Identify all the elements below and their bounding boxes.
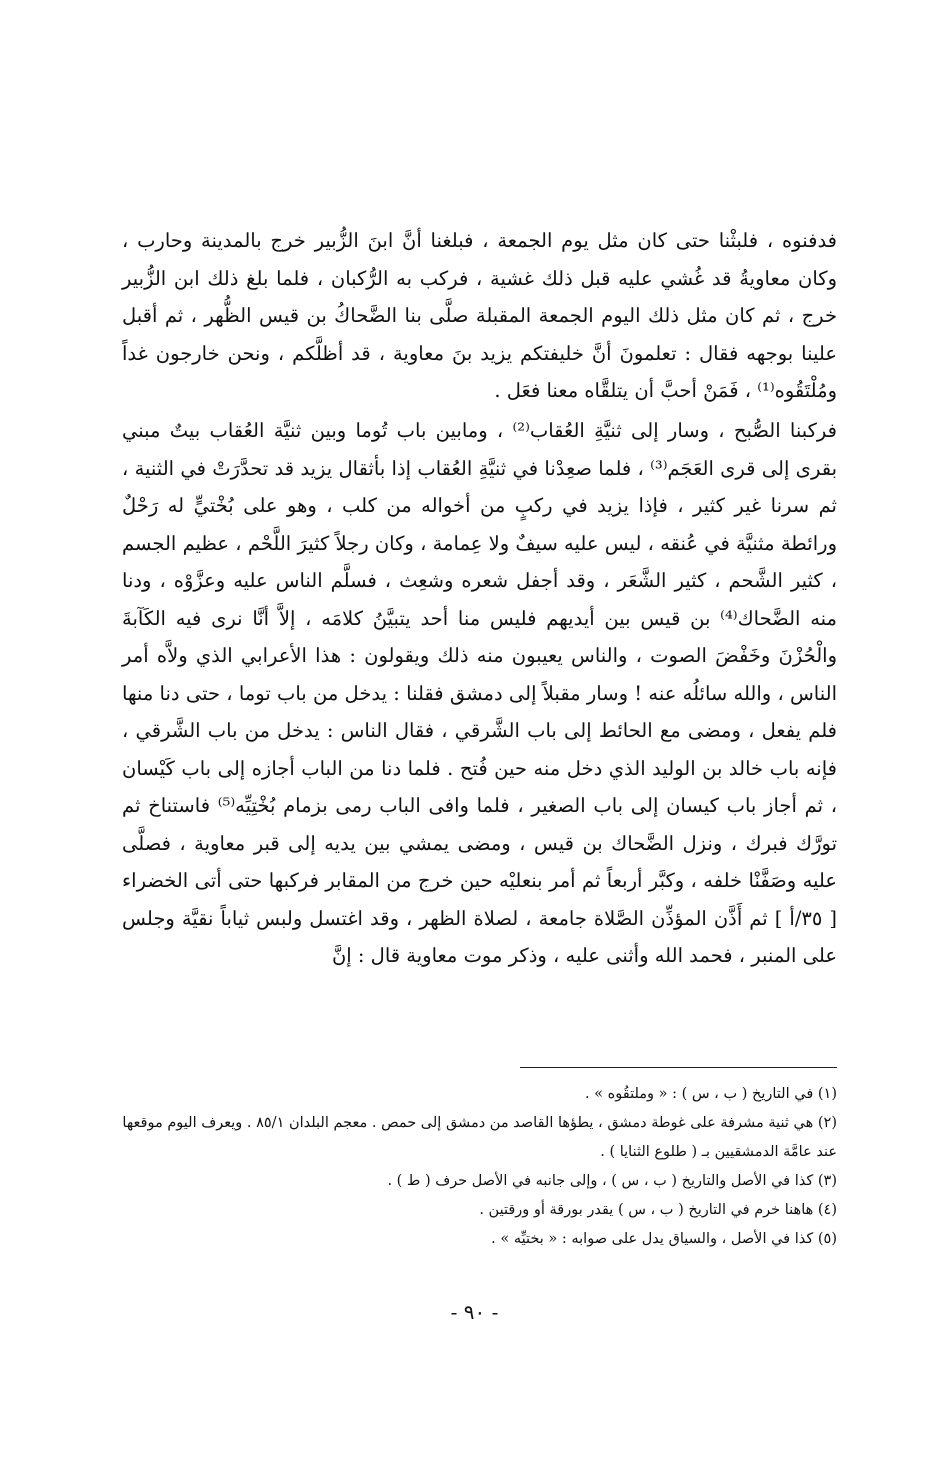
paragraph-1-block xyxy=(122,222,837,410)
footnote-3: (٣) كذا في الأصل والتاريخ ( ب ، س ) ، وإلى جانبه في الأصل حرف ( ط ) . xyxy=(387,1173,837,1189)
footnote-separator xyxy=(520,1067,837,1068)
footnote-5: (٥) كذا في الأصل ، والسياق يدل على صوابه : « بختيِّه » . xyxy=(491,1231,837,1247)
footnote-2: (٢) هي ثنية مشرفة على غوطة دمشق ، يطؤها القاصد من دمشق إلى حمص . معجم البلدان ٨٥/١ . ويعرف اليوم موقعها عند عامَّة الدمشقيين بـ ( طلوع الثنايا ) . xyxy=(122,1115,837,1160)
paragraph-2-block xyxy=(122,412,837,975)
footnotes xyxy=(122,1080,837,1254)
body-paragraph-2: فركبنا الصُّبح ، وسار إلى ثنيَّةِ العُقاب⁽²⁾ ، ومابين باب تُوما وبين ثنيَّة العُقاب بيتٌ مبني بقرى إلى قرى العَجَم⁽³⁾ ، فلما صعِدْنا في ثنيَّةِ العُقاب إذا بأثقال يزيد قد تحدَّرَتْ في الثنية ، ثم سرنا غير كثير ، فإذا يزيد في ركبٍ من أخواله من كلب ، وهو على بُخْتيٍّ له رَحْلٌ ورائطة مثنيَّة في عُنقه ، ليس عليه سيفٌ ولا عِمامة ، وكان رجلاً كثيرَ اللَّحْم ، عظيم الجسم ، كثير الشَّحم ، كثير الشَّعَر ، وقد أجفل شعره وشعِث ، فسلَّم الناس عليه وعزَّوْه ، ودنا منه الضَّحاك⁽⁴⁾ بن قيس بين أيديهم فليس منا أحد يتبيَّنُ كلامَه ، إلاَّ أنَّا نرى فيه الكَآبةَ والْحُزْنَ وخَفْضَ الصوت ، والناس يعيبون منه ذلك ويقولون : هذا الأعرابي الذي ولاَّه أمر الناس ، والله سائلُه عنه ! وسار مقبلاً إلى دمشق فقلنا : يدخل من باب توما ، حتى دنا منها فلم يفعل ، ومضى مع الحائط إلى باب الشَّرقي ، فقال الناس : يدخل من باب الشَّرقي ، فإنه باب خالد بن الوليد الذي دخل منه حين فُتح . فلما دنا من الباب أجازه إلى باب كَيْسان ، ثم أجاز باب كيسان إلى باب الصغير ، فلما وافى الباب رمى بزمام بُخْتِيِّه⁽⁵⁾ فاستناخ ثم تورَّك فبرك ، ونزل الضَّحاك بن قيس ، ومضى يمشي بين يديه إلى قبر معاوية ، فصلَّى عليه وصَفَّنْا خلفه ، وكبَّر أربعاً ثم أمر بنعليْه حين خرج من المقابر فركبها حتى أتى الخضراء [ ٣٥/أ ] ثم أَذَّن المؤذِّن الصَّلاة جامعة ، لصلاة الظهر ، وقد اغتسل ولبس ثياباً نقيَّة وجلس على المنبر ، فحمد الله وأثنى عليه ، وذكر موت معاوية قال : إنَّ xyxy=(122,419,837,967)
footnote-1: (١) في التاريخ ( ب ، س ) : « وملتقُوه » . xyxy=(584,1086,837,1102)
body-paragraph-1: فدفنوه ، فلبثْنا حتى كان مثل يوم الجمعة ، فبلغنا أنَّ ابنَ الزُّبير خرج بالمدينة وحارب ، وكان معاويةُ قد غُشي عليه قبل ذلك غشية ، فركب به الرُّكبان ، فلما بلغ ذلك ابن الزُّبير خرج ، ثم كان مثل ذلك اليوم الجمعة المقبلة صلَّى بنا الضَّحاكُ بن قيس الظُّهر ، ثم أقبل علينا بوجهه فقال : تعلمونَ أنَّ خليفتكم يزيد بنَ معاوية ، قد أظلَّكم ، ونحن خارجون غداً ومُلْتَقُوه⁽¹⁾ ، فَمَنْ أحبَّ أن يتلقَّاه معنا فعَل . xyxy=(122,229,837,402)
footnote-4: (٤) هاهنا خرم في التاريخ ( ب ، س ) يقدر بورقة أو ورقتين . xyxy=(479,1202,837,1218)
page-number: - ٩٠ - xyxy=(450,1300,499,1324)
